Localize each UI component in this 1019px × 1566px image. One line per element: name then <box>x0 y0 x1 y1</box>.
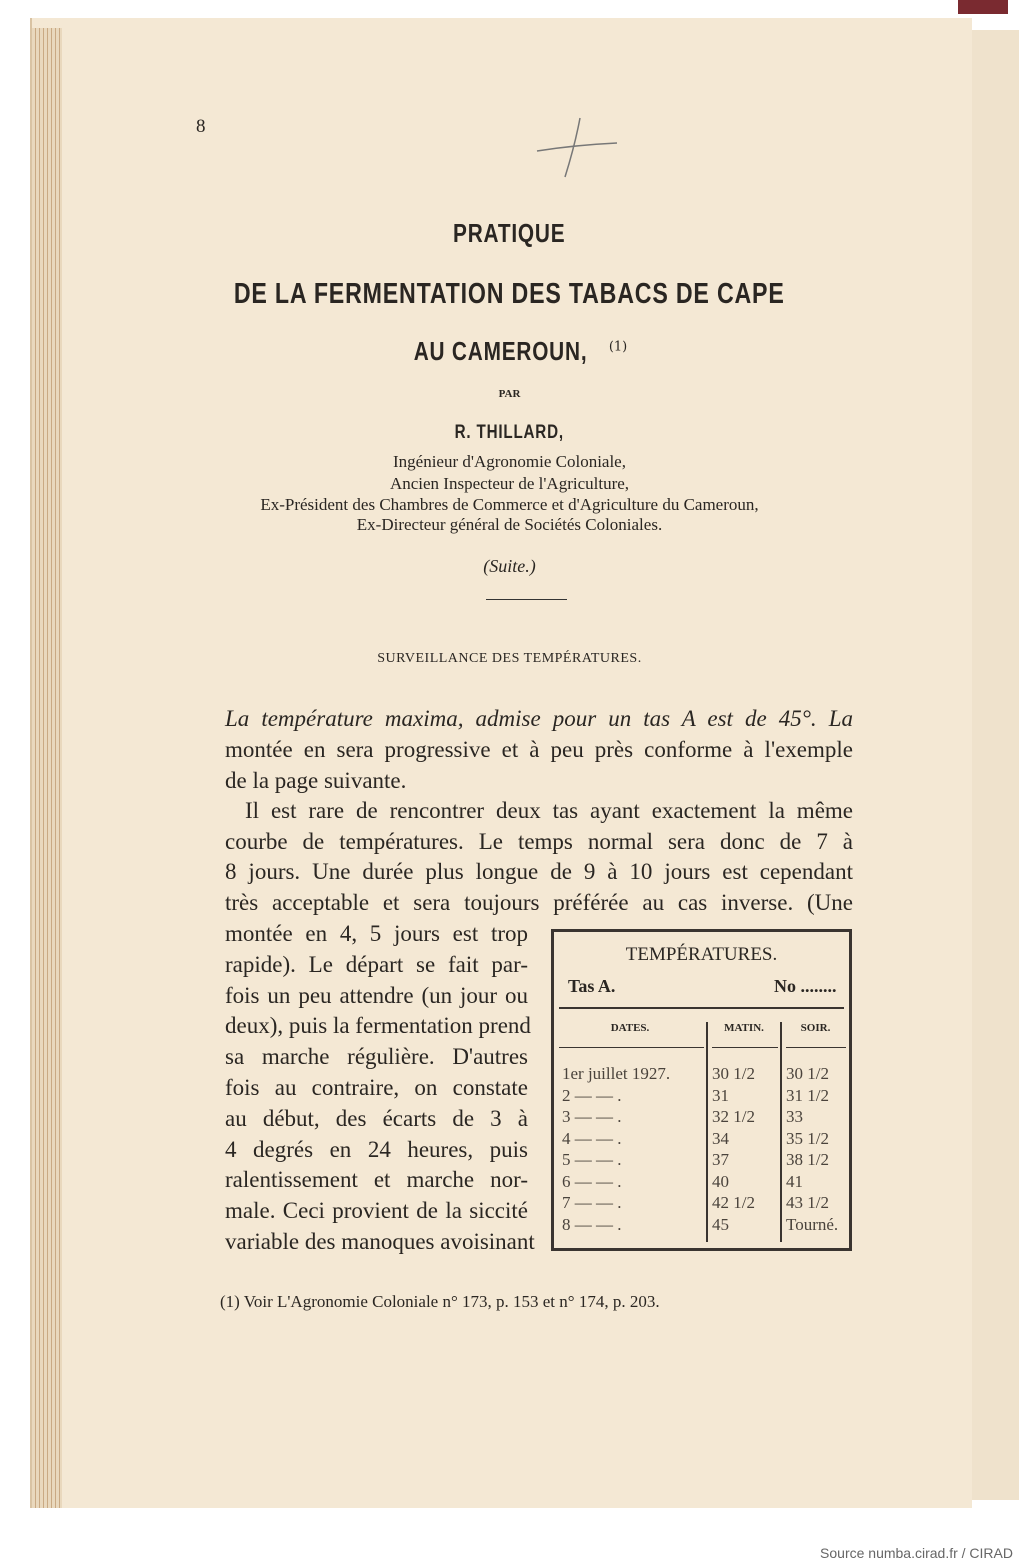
cell-matin: 31 <box>712 1085 729 1105</box>
cell-matin: 42 1/2 <box>712 1193 755 1212</box>
header-rule <box>712 1047 778 1048</box>
body-line: variable des manoques avoisinant <box>225 1229 535 1254</box>
header-dates: DATES. <box>610 1022 650 1034</box>
body-line: sa marche régulière. D'autres <box>225 1044 528 1070</box>
cell-soir: 41 <box>786 1171 803 1191</box>
cell-date: 4 — — . <box>562 1128 622 1148</box>
cell-matin: 32 1/2 <box>712 1107 755 1126</box>
page-stack-edge <box>32 28 62 1508</box>
body-line: La température maxima, admise pour un tas A est de 45°. La <box>225 706 853 731</box>
cell-soir: 43 1/2 <box>786 1193 829 1212</box>
title-line-2: DE LA FERMENTATION DES TABACS DE CAPE <box>234 278 785 310</box>
cell-date: 1er juillet 1927. <box>562 1064 671 1083</box>
cell-soir: Tourné. <box>786 1214 839 1234</box>
cell-soir: 31 1/2 <box>786 1085 829 1105</box>
header-rule <box>786 1047 846 1048</box>
body-line: 4 degrés en 24 heures, puis <box>225 1136 528 1162</box>
next-page-edge <box>970 30 1019 1500</box>
body-line: fois au contraire, on constate <box>225 1075 528 1100</box>
suite-label: (Suite.) <box>483 556 536 576</box>
section-heading: SURVEILLANCE DES TEMPÉRATURES. <box>377 651 642 666</box>
title-line-1: PRATIQUE <box>453 218 566 248</box>
cell-soir: 38 1/2 <box>786 1150 829 1169</box>
cell-date: 5 — — . <box>562 1150 622 1169</box>
body-line: au début, des écarts de 3 à <box>225 1105 528 1131</box>
body-line: montée en sera progressive et à peu près conforme à l'exemple <box>225 737 853 762</box>
title-line-3: AU CAMEROUN, $^{(1)}$ <box>413 336 628 366</box>
body-line: montée en 4, 5 jours est trop <box>225 921 528 946</box>
temperature-table <box>551 929 852 1251</box>
table-title: TEMPÉRATURES. <box>625 944 778 965</box>
body-line: 8 jours. Une durée plus longue de 9 à 10 jours est cependant <box>225 859 853 884</box>
cell-matin: 30 1/2 <box>712 1064 755 1083</box>
cell-date: 8 — — . <box>562 1214 622 1234</box>
header-matin: MATIN. <box>724 1022 764 1034</box>
cell-date: 6 — — . <box>562 1171 622 1191</box>
number-label: No ........ <box>774 976 837 996</box>
body-line: très acceptable et sera toujours préférée au cas inverse. (Une <box>225 890 853 915</box>
cell-soir: 35 1/2 <box>786 1128 829 1148</box>
body-line: courbe de températures. Le temps normal sera donc de 7 à <box>225 829 853 854</box>
body-line: ralentissement et marche nor- <box>225 1167 528 1193</box>
footnote-ref: (1) <box>608 339 628 355</box>
cell-matin: 34 <box>712 1128 729 1148</box>
author-title: Ex-Directeur général de Sociétés Coloniales. <box>356 515 663 534</box>
tas-label: Tas A. <box>568 976 616 996</box>
body-line: male. Ceci provient de la siccité <box>225 1198 528 1224</box>
body-line: Il est rare de rencontrer deux tas ayant exactement la même <box>245 798 853 823</box>
page-number: 8 <box>196 116 206 137</box>
handwritten-cross-mark <box>535 115 620 180</box>
divider <box>486 599 567 600</box>
source-credit: Source numba.cirad.fr / CIRAD <box>820 1545 1013 1561</box>
header-soir: SOIR. <box>800 1022 831 1034</box>
par-label: PAR <box>498 388 521 400</box>
header-rule <box>559 1047 704 1048</box>
body-line: fois un peu attendre (un jour ou <box>225 982 528 1008</box>
cell-date: 2 — — . <box>562 1085 622 1105</box>
cell-soir: 30 1/2 <box>786 1064 829 1083</box>
body-line: deux), puis la fermentation prend <box>225 1013 531 1039</box>
cell-matin: 37 <box>712 1150 729 1169</box>
author-name: R. THILLARD, <box>454 422 565 443</box>
cell-date: 3 — — . <box>562 1107 622 1126</box>
cell-soir: 33 <box>786 1107 803 1126</box>
cell-matin: 45 <box>712 1214 729 1234</box>
footnote: (1) Voir L'Agronomie Coloniale n° 173, p. 153 et n° 174, p. 203. <box>220 1292 660 1311</box>
author-title: Ancien Inspecteur de l'Agriculture, <box>389 474 630 493</box>
body-line: rapide). Le départ se fait par- <box>225 951 528 977</box>
author-title: Ingénieur d'Agronomie Coloniale, <box>393 452 626 471</box>
author-title: Ex-Président des Chambres de Commerce et d'Agriculture du Cameroun, <box>260 495 759 514</box>
body-line: de la page suivante. <box>225 768 407 793</box>
cell-date: 7 — — . <box>562 1193 622 1212</box>
cell-matin: 40 <box>712 1171 729 1191</box>
table-rule <box>559 1007 844 1009</box>
bookmark-ribbon <box>958 0 1008 14</box>
